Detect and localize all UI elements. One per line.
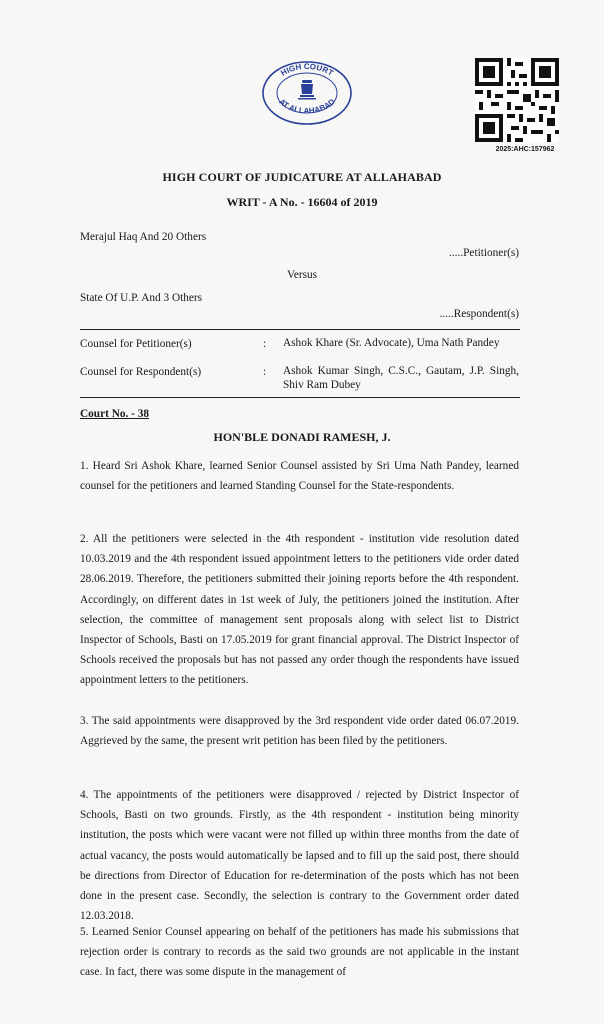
petitioner-counsel-label: Counsel for Petitioner(s): [80, 338, 192, 350]
emblem-icon: [298, 80, 316, 100]
qr-code-label: 2025:AHC:157962: [495, 146, 555, 153]
seal-bottom-text: AT ALLAHABAD: [277, 97, 337, 116]
paragraph-1: 1. Heard Sri Ashok Khare, learned Senior Counsel assisted by Sri Uma Nath Pandey, learned counsel for the petitioners and learned Standing Counsel for the State-respondents.: [80, 460, 519, 493]
divider-bottom: [80, 397, 520, 398]
paragraph-4: 4. The appointments of the petitioners were disapproved / rejected by District Inspector of Schools, Basti on two grounds. Firstly, as the 4th respondent - institution being minority institution, the posts which were vacant were not filled up within three months from the date of actual vacancy, the posts would automatically be lapsed and to fill up the said post, there should be directions from Director of Education for re-determination of the posts which has not been done in the present case. Secondly, the selection is contrary to the Government order dated 12.03.2018.: [80, 789, 519, 923]
petitioner-role: .....Petitioner(s): [449, 247, 519, 259]
court-title: HIGH COURT OF JUDICATURE AT ALLAHABAD: [162, 170, 442, 184]
seal-top-text: HIGH COURT: [279, 61, 335, 78]
respondent-role: .....Respondent(s): [439, 308, 519, 320]
divider-top: [80, 329, 520, 330]
respondent-counsel-label: Counsel for Respondent(s): [80, 366, 202, 378]
judge-name: HON'BLE DONADI RAMESH, J.: [213, 430, 391, 444]
respondent-name: State Of U.P. And 3 Others: [80, 292, 203, 304]
versus-label: Versus: [286, 269, 318, 281]
paragraph-2: 2. All the petitioners were selected in the 4th respondent - institution vide resolution dated 10.03.2019 and the 4th respondent issued appointment letters to the petitioners vide order dated 28.06.2019. Therefore, the petitioners submitted their joining reports before the 4th respondent. Accordingly, on different dates in 1st week of July, the petitioners joined the institution. After selection, the committee of management sent proposals along with select list to District Inspector of Schools, Basti on 17.05.2019 for grant financial approval. The District Inspector of Schools received the proposals but has not passed any order though the respondents have issued appointment letters to the petitioners.: [80, 533, 519, 687]
court-number: Court No. - 38: [80, 408, 150, 420]
paragraph-3: 3. The said appointments were disapproved by the 3rd respondent vide order dated 06.07.2019. Aggrieved by the same, the present writ petition has been filed by the petitioners.: [80, 715, 519, 748]
petitioner-counsel-value: Ashok Khare (Sr. Advocate), Uma Nath Pandey: [283, 337, 500, 349]
petitioner-counsel-colon: :: [263, 338, 267, 350]
respondent-counsel-value: Ashok Kumar Singh, C.S.C., Gautam, J.P. Singh, Shiv Ram Dubey: [283, 365, 519, 391]
svg-text:AT ALLAHABAD: [277, 97, 337, 115]
qr-code-icon: [475, 58, 559, 142]
paragraph-5: 5. Learned Senior Counsel appearing on behalf of the petitioners has made his submissions that rejection order is contrary to records as the said two grounds are not applicable in the instant case. In fact, there was some dispute in the management of: [80, 926, 519, 979]
respondent-counsel-colon: :: [263, 366, 267, 378]
high-court-seal-logo: [261, 60, 353, 126]
petitioner-name: Merajul Haq And 20 Others: [80, 231, 207, 243]
writ-number: WRIT - A No. - 16604 of 2019: [226, 195, 378, 209]
